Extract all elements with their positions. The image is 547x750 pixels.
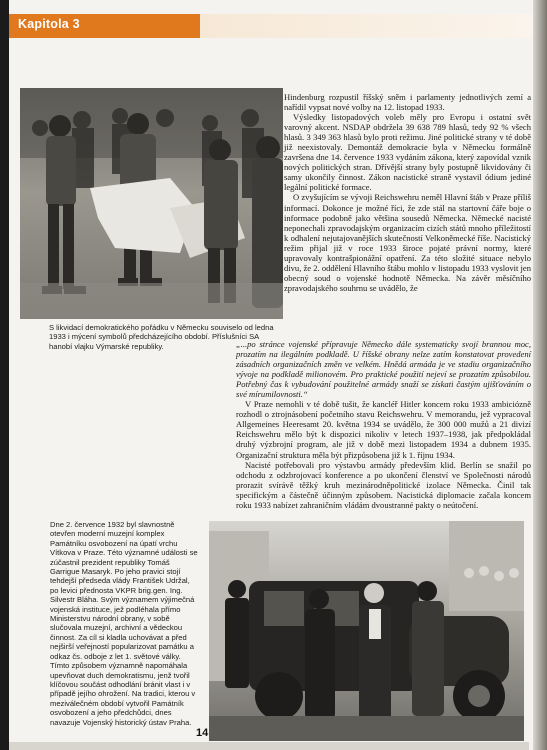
paragraph: V Praze nemohli v té době tušit, že kancléř Hitler koncem roku 1933 ambiciózně rozhodl o ztrojnásobení početního stavu Reichswehru. V memorandu, jež vypracoval Allgemeines Heeresamt 20. května 1934 se uvádělo, že 300 000 mužů a 21 divizí Reichswehru mělo být k dispozici nikoliv v letech 1937–1938, jak předpokládal druhý výzbrojní program, ale již v době mezi listopadem 1934 a dubnem 1935. Organizační struktura měla být přizpůsobena již k 1. říjnu 1934. (236, 399, 531, 460)
photo-masaryk-vitkov (209, 521, 524, 741)
header-tint (200, 14, 533, 38)
photo-masaryk-image (209, 521, 524, 741)
photo-caption-top: S likvidací demokratického pořádku v Německu souviselo od ledna 1933 i mýcení symbolů předcházejícího období. Příslušníci SA hanobí vlajku Výmarské republiky. (49, 323, 274, 351)
paragraph: Hindenburg rozpustil říšský sněm i parlamenty jednotlivých zemí a nařídil vypsat nové volby na 12. listopad 1933. (284, 92, 531, 113)
paragraph: Nacisté potřebovali pro výstavbu armády především klid. Berlín se snažil po odchodu z odzbrojovací konference a po ukončení členství ve Společnosti národů prorazit svírávě těžký kruh mezinárodněpolitické izolace Německa. Činil tak specifickým a částečně účinným způsobem. Nacistická diplomacie začala koncem roku 1933 nabízet zahraničním vládám dvoustranné pakty o neútočení. (236, 459, 531, 510)
paragraph: O zvyšujícím se vývoji Reichswehru neměl Hlavní štáb v Praze příliš informací. Dokonce je možné říci, že zde stál na startovní čáře boje o informace podobně jako většina sousedů Německa. Německé nacisté neponechali zpravodajským organizacím cizích států mnoho příležitostí k odhalení nejutajovanějších skutečností Velkoněmecké říše. Nacistický režim přijal již v roce 1933 široce pojaté právní normy, které upravovaly kontrašpionážní opatření. Za této složité situace nebylo divu, že 2. oddělení Hlavního štábu mohlo v listopadu 1933 vyslovit jen obecný soud o vojenské hodnotě Německa. Na závěr měsíčního zpravodajského souhrnu se uvádělo, že (284, 192, 531, 293)
article-full-width (236, 339, 531, 510)
photo-sa-flag-image (20, 88, 283, 319)
photo-caption-bottom: Dne 2. července 1932 byl slavnostně otevřen moderní muzejní komplex Památníku osvobození na úpatí vrchu Vítkova v Praze. Této významné události se zúčastnil prezident republiky Tomáš Garrigue Masaryk. Po jeho pravici stojí tehdejší předseda vlády František Udržal, po levici přednosta VKPR brig.gen. Ing. Silvestr Bláha. Svým významem výjimečná vojenská instituce, jež podléhala přímo Ministerstvu národní obrany, v sobě slučovala muzejní, archivní a vědeckou činnost. Za cíl si kladla uchovávat a před nejširší veřejností popularizovat památku a odkaz čs. odboje z let 1. světové války. Tímto způsobem významně napomáhala upevňovat duch demokratismu, jenž tvořil klíčovou součást odhodlání bránit vlast i v případě jejího ohrožení. Na tradici, kterou v meziválečném období vytvořil Památník osvobození a jeho předchůdci, dnes navazuje Vojenský historický ústav Praha. (50, 520, 198, 727)
paragraph: Výsledky listopadových voleb měly pro Evropu i ostatní svět varovný akcent. NSDAP obdržela 39 638 789 hlasů, tedy 92 % všech hlasů. 3 349 363 hlasů bylo proti režimu. Jiné politické strany v té době již neexistovaly. Demontáž demokracie byla v Německu formálně završena dne 14. července 1933 vydáním zákona, který zapovídal vznik nových politických stran. Dřívější strany byly postupně likvidovány či samy ukončily činnost. Zákon nacistické straně vystavil ódium jediné legální politické formace. (284, 112, 531, 193)
photo-sa-flag (20, 88, 283, 319)
page-edge (0, 0, 9, 750)
page-gutter-shadow (533, 0, 547, 750)
chapter-label: Kapitola 3 (18, 17, 80, 31)
article-column (284, 92, 531, 293)
page-number: 14 (196, 727, 209, 739)
page-bottom-edge (9, 742, 529, 750)
quote-paragraph: „...po stránce vojenské přípravuje Německo dále systematicky svojí brannou moc, prozatím na ilegálním podkladě. U říšské obrany nelze zatím konstatovat provedení zásadních organizačních změn ve velkém. Hnědá armáda je ve stadiu organizačního vývoje na podkladě milionovém. Pro praktické použití nejeví se prozatím způsobilou. Potřebný čas k vybudování použitelné armády snaží se získati častým ujišťováním o své mírumilovnosti.“ (236, 339, 531, 400)
